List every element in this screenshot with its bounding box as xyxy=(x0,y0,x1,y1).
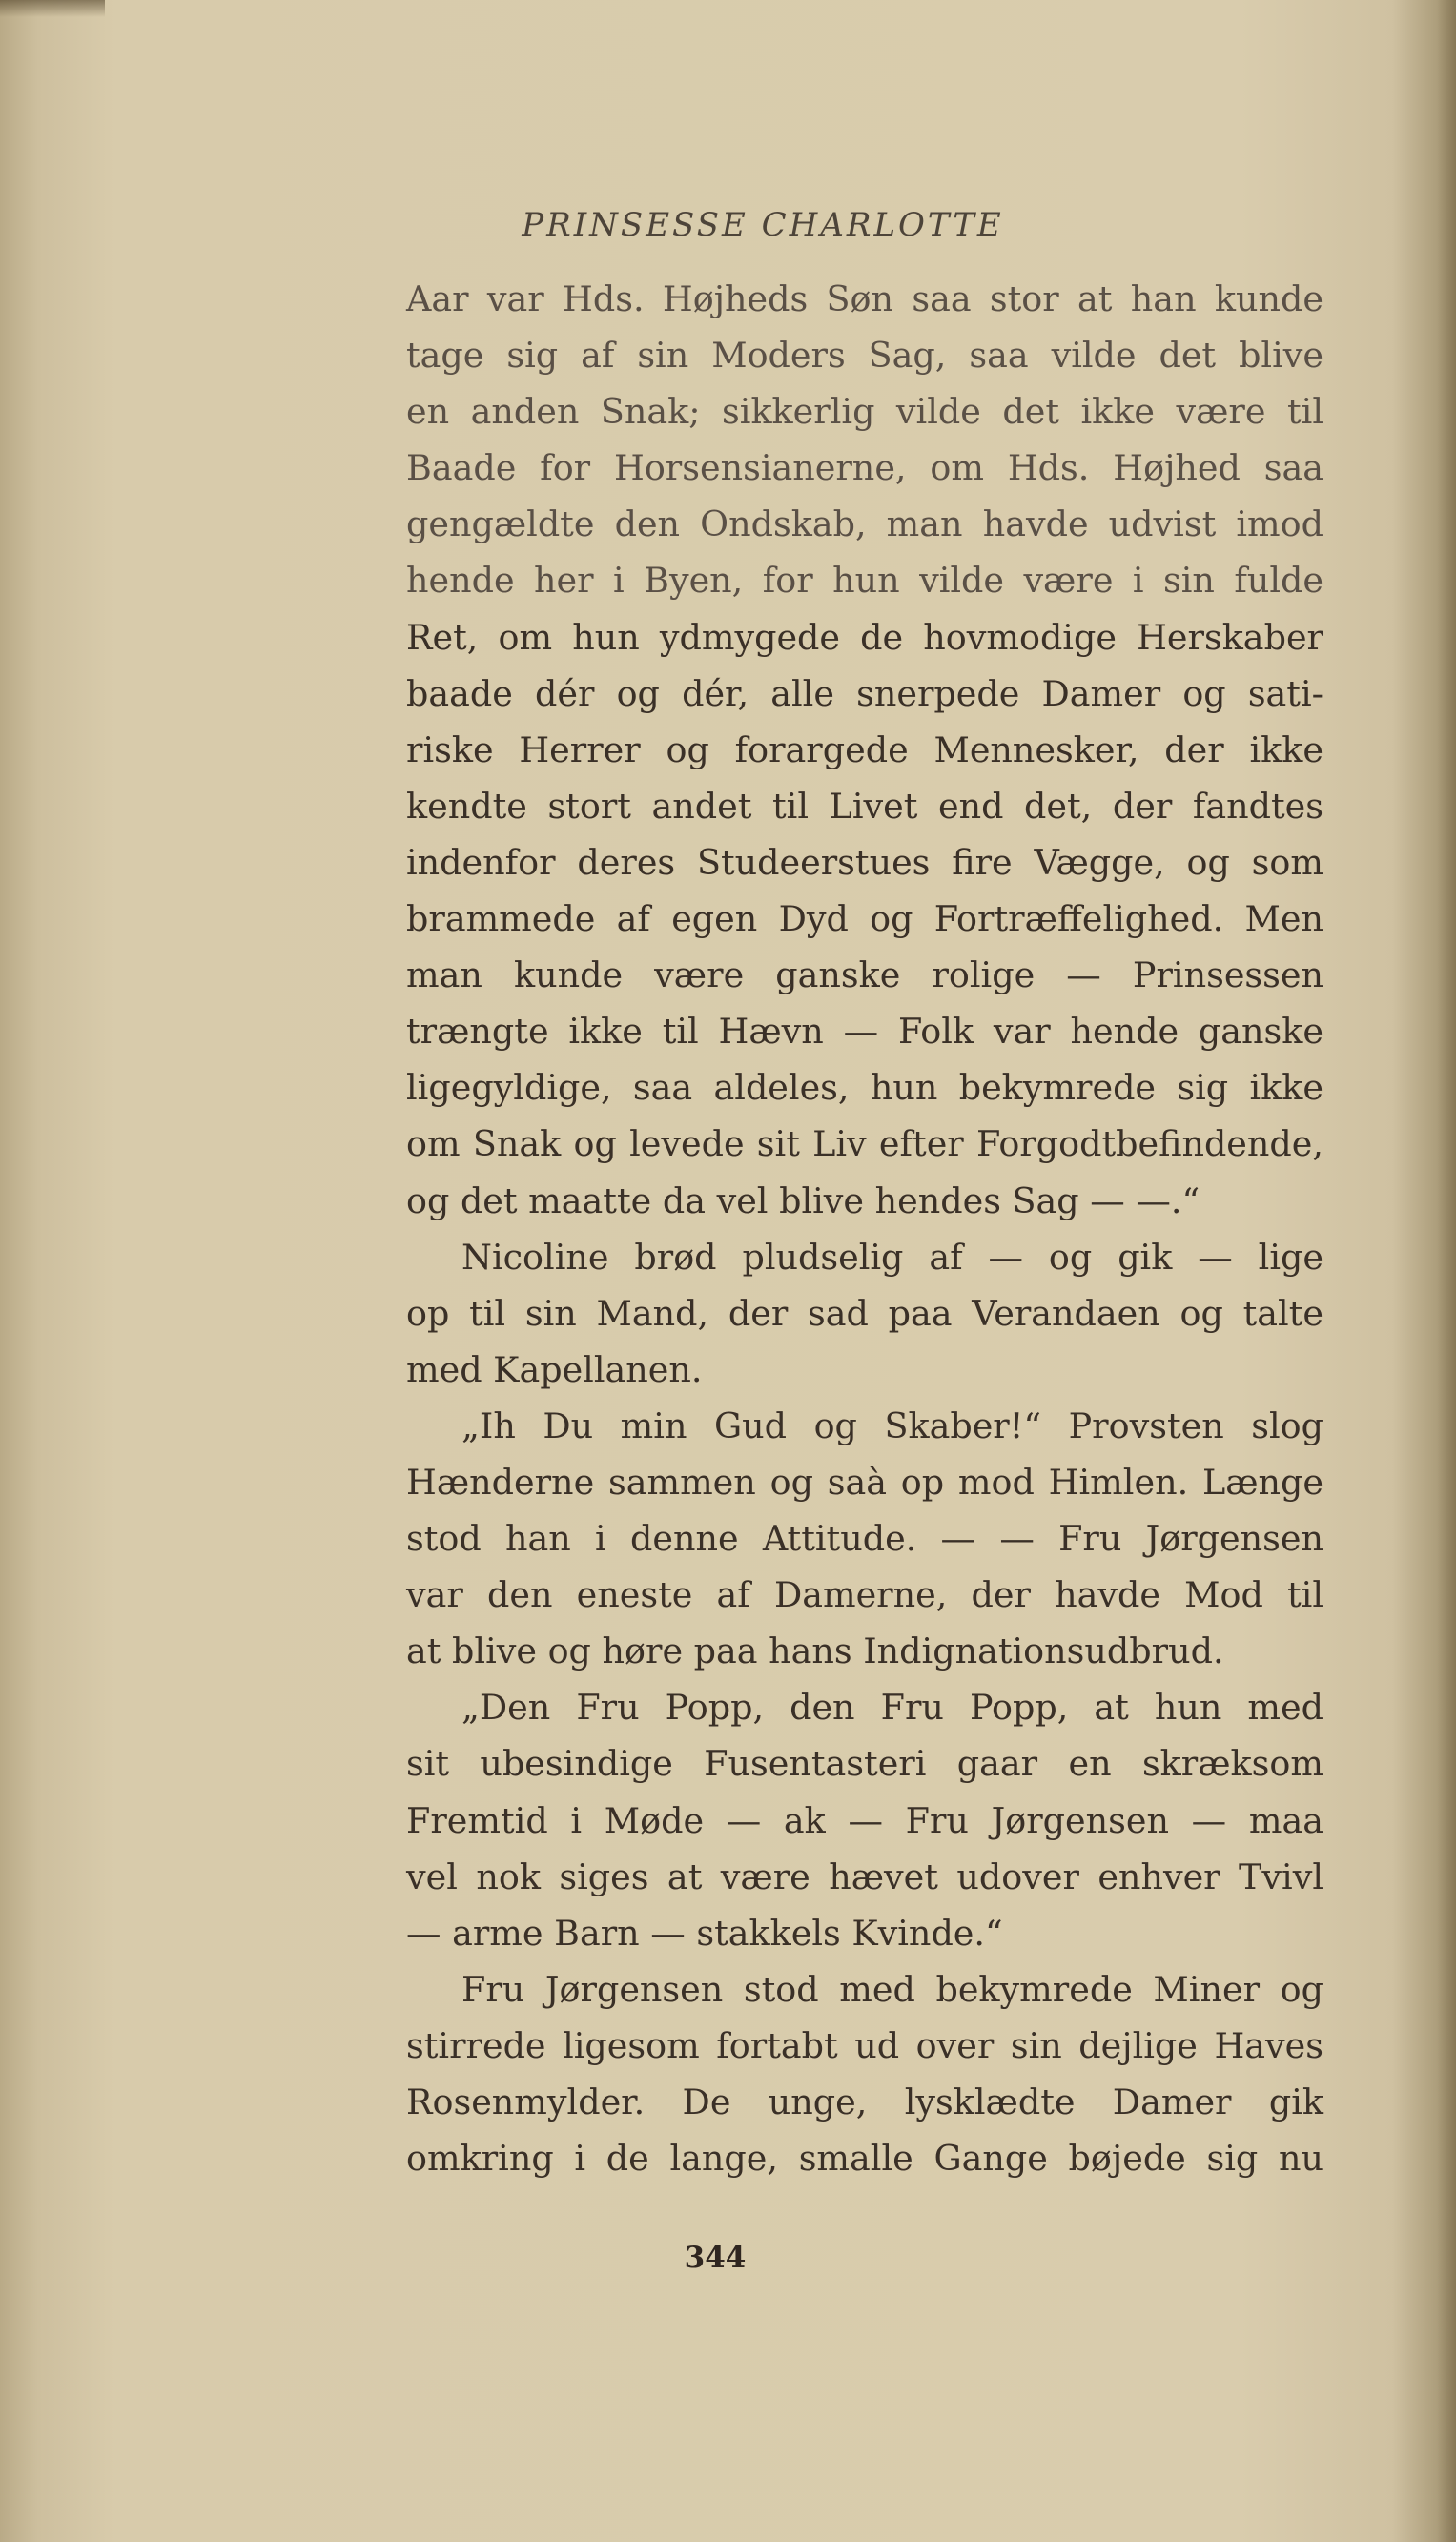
text-line: kendte stort andet til Livet end det, der fandtes xyxy=(406,785,1323,827)
running-head: PRINSESSE CHARLOTTE xyxy=(522,206,1004,244)
text-line: stirrede ligesom fortabt ud over sin dejlige Haves xyxy=(406,2024,1323,2066)
text-line: en anden Snak; sikkerlig vilde det ikke være til xyxy=(406,391,1323,433)
text-line: gengældte den Ondskab, man havde udvist imod xyxy=(406,503,1323,545)
text-line: tage sig af sin Moders Sag, saa vilde det blive xyxy=(406,335,1323,377)
text-line: om Snak og levede sit Liv efter Forgodtbefindende, xyxy=(406,1123,1323,1165)
page-number: 344 xyxy=(684,2241,747,2275)
text-line: Baade for Horsensianerne, om Hds. Højhed saa xyxy=(406,447,1323,489)
text-line: og det maatte da vel blive hendes Sag — —.“ xyxy=(406,1179,1200,1221)
text-line: sit ubesindige Fusentasteri gaar en skræksom xyxy=(406,1743,1323,1785)
text-line: riske Herrer og forargede Mennesker, der ikke xyxy=(406,728,1323,770)
text-line: man kunde være ganske rolige — Prinsessen xyxy=(406,954,1323,996)
text-line: Aar var Hds. Højheds Søn saa stor at han kunde xyxy=(406,278,1323,319)
text-line: — arme Barn — stakkels Kvinde.“ xyxy=(406,1912,1003,1954)
page-corner-shadow xyxy=(0,0,105,17)
text-line: hende her i Byen, for hun vilde være i sin fulde xyxy=(406,560,1323,602)
text-line: Rosenmylder. De unge, lysklædte Damer gik xyxy=(406,2081,1323,2122)
text-line: Hænderne sammen og saà op mod Himlen. Længe xyxy=(406,1461,1323,1503)
text-line: var den eneste af Damerne, der havde Mod til xyxy=(406,1574,1323,1616)
text-line: „Ih Du min Gud og Skaber!“ Provsten slog xyxy=(461,1404,1323,1446)
text-line: trængte ikke til Hævn — Folk var hende ganske xyxy=(406,1011,1323,1053)
text-line: stod han i denne Attitude. — — Fru Jørgensen xyxy=(406,1518,1323,1560)
text-line: op til sin Mand, der sad paa Verandaen og talte xyxy=(406,1292,1323,1334)
page-edge-shadow xyxy=(1437,0,1456,2542)
text-line: vel nok siges at være hævet udover enhver Tvivl xyxy=(406,1855,1323,1897)
text-line: Nicoline brød pludselig af — og gik — lige xyxy=(461,1236,1323,1278)
text-line: ligegyldige, saa aldeles, hun bekymrede sig ikke xyxy=(406,1067,1323,1109)
text-line: Ret, om hun ydmygede de hovmodige Herskaber xyxy=(406,616,1323,658)
text-line: Fremtid i Møde — ak — Fru Jørgensen — maa xyxy=(406,1799,1323,1841)
text-line: Fru Jørgensen stod med bekymrede Miner og xyxy=(461,1968,1323,2010)
text-line: indenfor deres Studeerstues fire Vægge, og som xyxy=(406,841,1323,883)
text-line: „Den Fru Popp, den Fru Popp, at hun med xyxy=(461,1687,1323,1729)
text-line: omkring i de lange, smalle Gange bøjede sig nu xyxy=(406,2138,1323,2180)
body-text xyxy=(406,271,1323,2186)
text-line: med Kapellanen. xyxy=(406,1348,703,1390)
text-line: brammede af egen Dyd og Fortræffelighed. Men xyxy=(406,898,1323,940)
text-line: at blive og høre paa hans Indignationsudbrud. xyxy=(406,1630,1224,1672)
text-line: baade dér og dér, alle snerpede Damer og sati- xyxy=(406,672,1323,714)
